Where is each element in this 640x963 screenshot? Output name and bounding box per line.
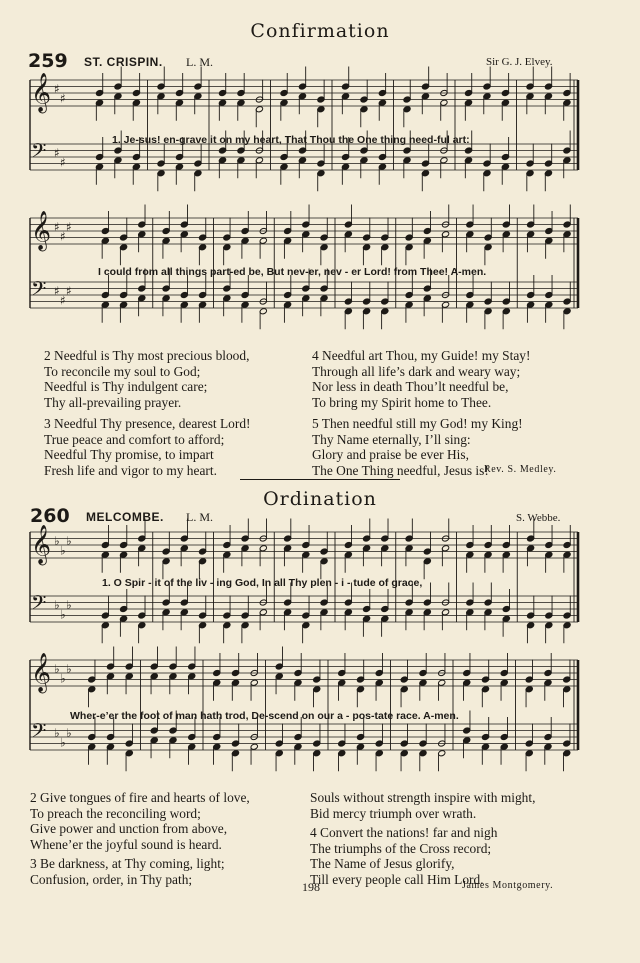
page-number: 198 — [302, 880, 320, 894]
svg-text:𝄢: 𝄢 — [31, 590, 47, 619]
verses-left-260 — [30, 790, 250, 887]
verses-right-260 — [310, 790, 535, 887]
svg-text:♭: ♭ — [66, 661, 72, 676]
verse-line: 4 Needful art Thou, my Guide! my Stay! — [312, 348, 531, 363]
svg-text:♯: ♯ — [66, 219, 72, 234]
svg-text:𝄢: 𝄢 — [31, 718, 47, 747]
lyric-line: Wher-e’er the foot of man hath trod, De-scend on our a - pos-tate race. A-men. — [70, 710, 459, 722]
verse-line: To bring my Spirit home to Thee. — [312, 394, 492, 410]
verse-line: 5 Then needful still my God! my King! — [312, 416, 523, 431]
section-title-ordination: Ordination — [263, 488, 377, 510]
verse-line: 3 Needful Thy presence, dearest Lord! — [44, 416, 251, 431]
verse-line: Needful Thy promise, to impart — [44, 447, 214, 462]
verse-line: Give power and unction from above, — [30, 821, 228, 836]
hymn-number-260: 260 — [30, 505, 70, 527]
verse-line: Through all life’s dark and weary way; — [312, 363, 521, 379]
section-title-confirmation: Confirmation — [250, 20, 390, 42]
svg-text:♭: ♭ — [66, 725, 72, 740]
svg-text:𝄞: 𝄞 — [31, 72, 52, 113]
svg-text:♭: ♭ — [66, 533, 72, 548]
meter: L. M. — [186, 55, 213, 69]
verse-line: The One Thing needful, Jesus is! — [312, 462, 489, 478]
svg-text:𝄢: 𝄢 — [31, 276, 47, 305]
svg-text:𝄞: 𝄞 — [31, 652, 52, 693]
verse-line: To preach the reconciling word; — [30, 805, 201, 821]
lyric-line: I could from all things part-ed be, But nev-er, nev - er Lord! from Thee! A-men. — [98, 266, 487, 278]
svg-text:♯: ♯ — [60, 229, 66, 244]
verse-line: Nor less in death Thou’lt needful be, — [312, 379, 509, 394]
svg-text:♯: ♯ — [66, 283, 72, 298]
svg-text:♯: ♯ — [60, 91, 66, 106]
verse-line: To reconcile my soul to God; — [44, 363, 201, 379]
author: Rev. S. Medley. — [484, 464, 557, 475]
verse-line: Thy all-prevailing prayer. — [44, 394, 182, 410]
author: James Montgomery. — [462, 880, 554, 891]
svg-text:♯: ♯ — [60, 155, 66, 170]
svg-text:𝄞: 𝄞 — [31, 210, 52, 251]
svg-text:𝄞: 𝄞 — [31, 524, 52, 565]
svg-text:♭: ♭ — [60, 735, 66, 750]
composer: S. Webbe. — [516, 512, 561, 524]
svg-text:♭: ♭ — [60, 543, 66, 558]
svg-text:♭: ♭ — [66, 597, 72, 612]
verse-line: Whene’er the joyful sound is heard. — [30, 836, 222, 852]
verse-line: Bid mercy triumph over wrath. — [310, 805, 477, 821]
tune-name: ST. CRISPIN. — [84, 55, 163, 69]
meter: L. M. — [186, 510, 213, 524]
tune-name: MELCOMBE. — [86, 510, 164, 524]
verse-line: Fresh life and vigor to my heart. — [44, 462, 217, 478]
svg-text:𝄢: 𝄢 — [31, 138, 47, 167]
verse-line: The Name of Jesus glorify, — [310, 856, 455, 871]
verse-line: Thy Name eternally, I’ll sing: — [312, 431, 471, 447]
svg-text:♭: ♭ — [54, 533, 60, 548]
svg-text:♭: ♭ — [54, 597, 60, 612]
verse-line: Glory and praise be ever His, — [312, 447, 469, 462]
svg-text:♯: ♯ — [54, 145, 60, 160]
verse-line: 2 Needful is Thy most precious blood, — [44, 348, 250, 363]
svg-text:♯: ♯ — [54, 81, 60, 96]
verse-line: 3 Be darkness, at Thy coming, light; — [30, 856, 225, 871]
svg-text:♭: ♭ — [60, 607, 66, 622]
svg-text:♯: ♯ — [60, 293, 66, 308]
svg-text:♯: ♯ — [54, 219, 60, 234]
verse-line: 2 Give tongues of fire and hearts of love, — [30, 790, 250, 805]
svg-text:♭: ♭ — [54, 661, 60, 676]
verse-line: Needful is Thy indulgent care; — [44, 379, 208, 394]
verse-line: Confusion, order, in Thy path; — [30, 871, 193, 887]
verse-line: Till every people call Him Lord. — [310, 871, 484, 887]
svg-text:♭: ♭ — [54, 725, 60, 740]
verse-line: The triumphs of the Cross record; — [310, 840, 492, 856]
lyric-line: 1. O Spir - it of the liv - ing God, In all Thy plen - i - tude of grace, — [102, 577, 423, 589]
verse-line: True peace and comfort to afford; — [44, 431, 225, 447]
svg-text:♭: ♭ — [60, 671, 66, 686]
verse-line: 4 Convert the nations! far and nigh — [310, 825, 498, 840]
verse-line: Souls without strength inspire with might, — [310, 790, 536, 805]
lyric-line: 1. Je-sus! en-grave it on my heart, That Thou the One thing need-ful art: — [112, 134, 470, 146]
svg-text:♯: ♯ — [54, 283, 60, 298]
composer: Sir G. J. Elvey. — [486, 56, 553, 68]
hymn-number-259: 259 — [28, 50, 68, 72]
